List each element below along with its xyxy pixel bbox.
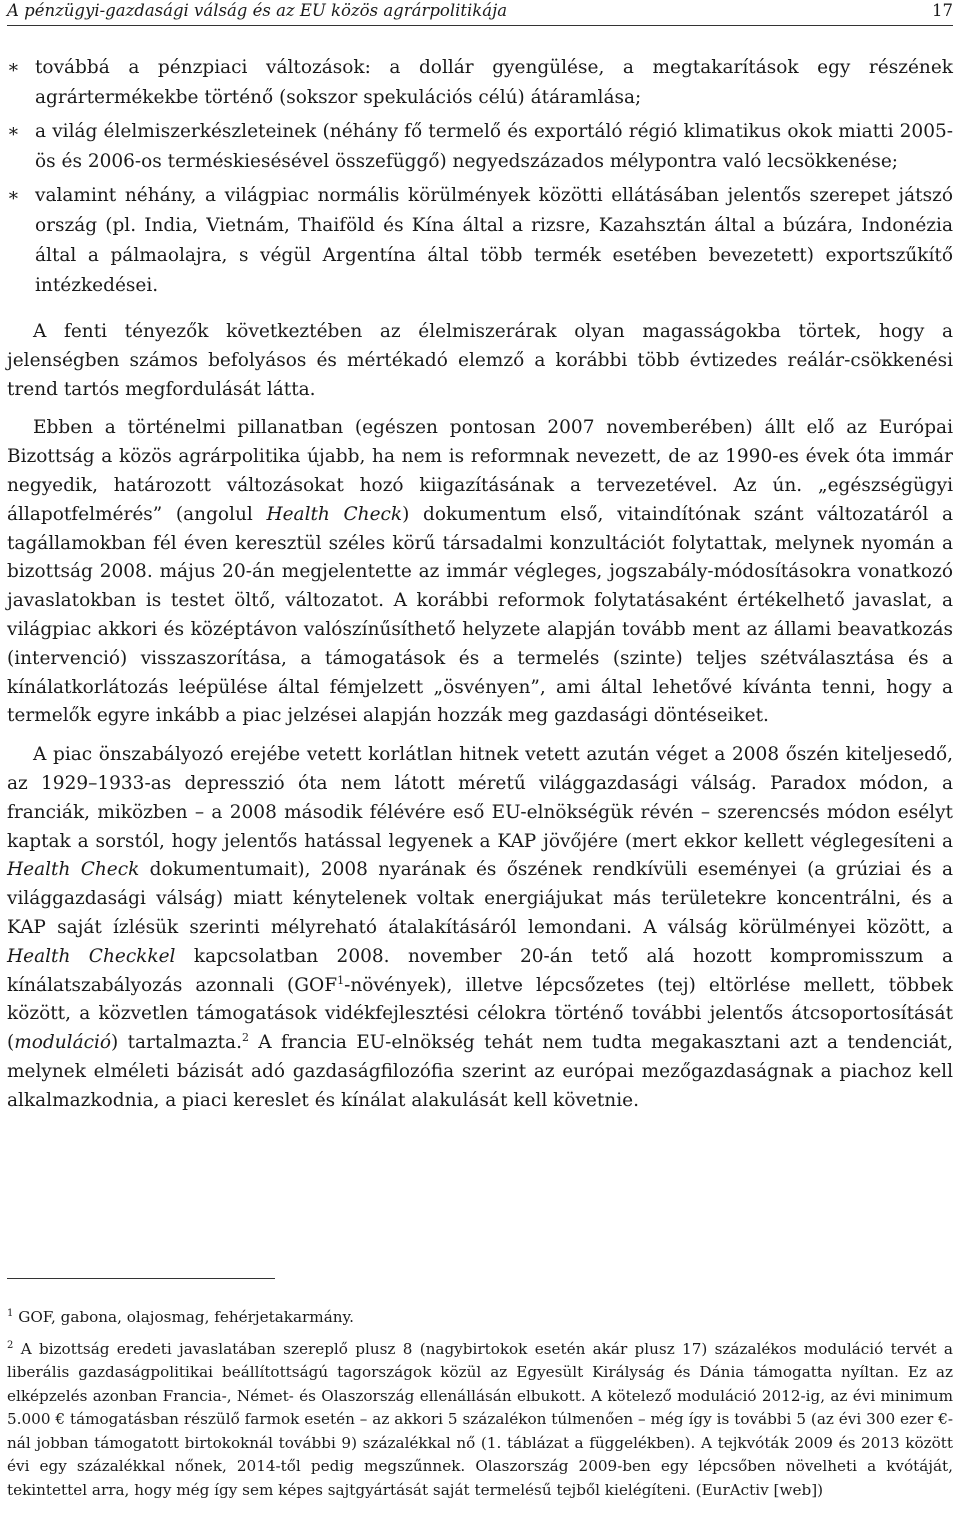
list-item (7, 181, 953, 301)
footnote-2 (7, 1338, 953, 1503)
paragraph-text: ) dokumentum első, vitaindítónak szánt változatáról a tagállamokban fél éven keresztül széles körű társadalmi konzultációt folytattak, melynek nyomán a bizottság 2008. május 20-án megjelentette az immár végleges, jogszabály-módosításokra vonatkozó javaslatokban is testet öltő, változatot. A korábbi reformok folytatásaként értékelhető javaslat, a világpiac akkori és középtávon valószínűsíthető helyzete alapján tovább ment az állami beavatkozás (intervenció) visszaszorítása, a támogatások és a termelés (szinte) teljes szétválasztása és a kínálatkorlátozás leépülése által fémjelzett „ösvényen”, ami által lehetővé kívánta tenni, hogy a termelők egyre inkább a piac jelzései alapján hozzák meg gazdasági döntéseiket. (7, 503, 953, 727)
running-title: A pénzügyi-gazdasági válság és az EU közös agrárpolitikája (7, 1, 508, 20)
paragraph-text: A fenti tényezők következtében az élelmiszerárak olyan magasságokba törtek, hogy a jelenségben számos befolyásos és mértékadó elemző a korábbi több évtizedes reálár-csökkenési trend tartós megfordulását látta. (7, 321, 953, 400)
paragraph-text: A francia EU-elnökség tehát nem tudta megakasztani azt a tendenciát, melynek elméleti bázisát adó gazdaságfilozófia szerint az európai mezőgazdaságnak a piachoz kell alkalmazkodnia, a piaci kereslet és kínálat alakulását kell követnie. (7, 1032, 953, 1111)
footnote-ref-2[interactable]: 2 (241, 1030, 249, 1044)
italic-term: Health Checkkel (7, 945, 176, 967)
page-number: 17 (932, 1, 953, 20)
list-item (7, 117, 953, 177)
asterisk-bullet-icon: ∗ (7, 121, 20, 142)
header-divider (7, 25, 953, 26)
footnote-divider (7, 1278, 275, 1279)
footnote-mark: 1 (7, 1307, 14, 1319)
footnote-text: GOF, gabona, olajosmag, fehérjetakarmány. (13, 1308, 354, 1326)
paragraph-text: dokumentumait), 2008 nyarának és őszének rendkívüli eseményei (a grúziai és a világgazdasági válság) miatt kénytelenek voltak energiájukat más területekre koncentrálni, és a KAP saját ízlésük szerinti mélyreható átalakításáról lemondani. A válság körülményei között, a (7, 859, 953, 938)
bullet-list (7, 53, 953, 305)
footnotes (7, 1306, 953, 1510)
footnote-text: A bizottság eredeti javaslatában szereplő plusz 8 (nagybirtokok esetén akár plusz 17) százalékos moduláció tervét a liberális gazdaságpolitikai beállítottságú tagországok közül az Egyesült Királyság és Dánia támogatta nyíltan. Ez az elképzelés azonban Francia-, Német- és Olaszország ellenállásán elbukott. A kötelező moduláció 2012-ig, az évi minimum 5.000 € támogatásban részülő farmok esetén – az akkori 5 százalékon túlmenően – még így is további 5 (az évi 300 ezer €-nál jobban támogatott birtokoknál további 9) százalékkal nő (1. táblázat a függelékben). A tejkvóták 2009 és 2013 között évi egy százalékkal nőnek, 2014-től pedig megszűnnek. Olaszország 2009-ben egy lépcsőben növelheti a kvótáját, tekintettel arra, hogy még így sem képes sajtgyártását saját termelésű tejből kielégíteni. (EurActiv [web]) (7, 1339, 953, 1499)
list-item-text: a világ élelmiszerkészleteinek (néhány fő termelő és exportáló régió klimatikus okok miatti 2005-ös és 2006-os terméskiesésével összefüggő) negyedszázados mélypontra való lecsökkenése; (35, 121, 953, 172)
paragraph-text: A piac önszabályozó erejébe vetett korlátlan hitnek vetett azután véget a 2008 őszén kiteljesedő, az 1929–1933-as depresszió óta nem látott méretű világgazdasági válság. Paradox módon, a franciák, miközben – a 2008 második félévére eső EU-elnökségük révén – szerencsés módon esélyt kaptak a sorstól, hogy jelentős hatással legyenek a KAP jövőjére (mert ekkor kellett véglegesíteni a (7, 744, 953, 852)
paragraph-price-effects (7, 318, 953, 404)
italic-term: Health Check (7, 859, 140, 881)
paragraph-text: Ebben a történelmi pillanatban (egészen pontosan 2007 novemberében) állt elő az Európai Bizottság a közös agrárpolitika újabb, ha nem is reformnak nevezett, de az 1990-es évek óta immár negyedik, határozott változásokat hozó kiigazításának a tervezetével. Az ún. „egészségügyi állapotfelmérés” (angolul (7, 417, 953, 525)
body-text (7, 318, 953, 1126)
italic-term: moduláció (14, 1032, 112, 1054)
paragraph-crisis (7, 741, 953, 1115)
footnote-mark: 2 (7, 1339, 14, 1351)
footnote-1 (7, 1306, 953, 1330)
paragraph-text: kapcsolatban 2008. november 20-án tető alá hozott kompromisszum a kínálatszabályozás azonnali (GOF (7, 945, 953, 996)
running-header (7, 0, 953, 22)
asterisk-bullet-icon: ∗ (7, 185, 20, 206)
list-item-text: valamint néhány, a világpiac normális körülmények közötti ellátásában jelentős szerepet játszó ország (pl. India, Vietnám, Thaiföld és Kína által a rizsre, Kazahsztán által a búzára, Indonézia által a pálmaolajra, s végül Argentína által több termék esetében bevezetett) exportszűkítő intézkedései. (35, 185, 953, 296)
asterisk-bullet-icon: ∗ (7, 57, 20, 78)
paragraph-health-check (7, 414, 953, 731)
italic-term: Health Check (266, 503, 403, 525)
list-item (7, 53, 953, 113)
footnote-ref-1[interactable]: 1 (337, 973, 345, 987)
document-page (7, 0, 953, 1521)
paragraph-text: -növények), illetve lépcsőzetes (tej) eltörlése mellett, többek között, a közvetlen támogatások vidékfejlesztési célokra történő további jelentős átcsoportosítását ( (7, 974, 953, 1054)
paragraph-text: ) tartalmazta. (111, 1032, 242, 1054)
list-item-text: továbbá a pénzpiaci változások: a dollár gyengülése, a megtakarítások egy részének agrártermékekbe történő (sokszor spekulációs célú) átáramlása; (35, 57, 953, 108)
